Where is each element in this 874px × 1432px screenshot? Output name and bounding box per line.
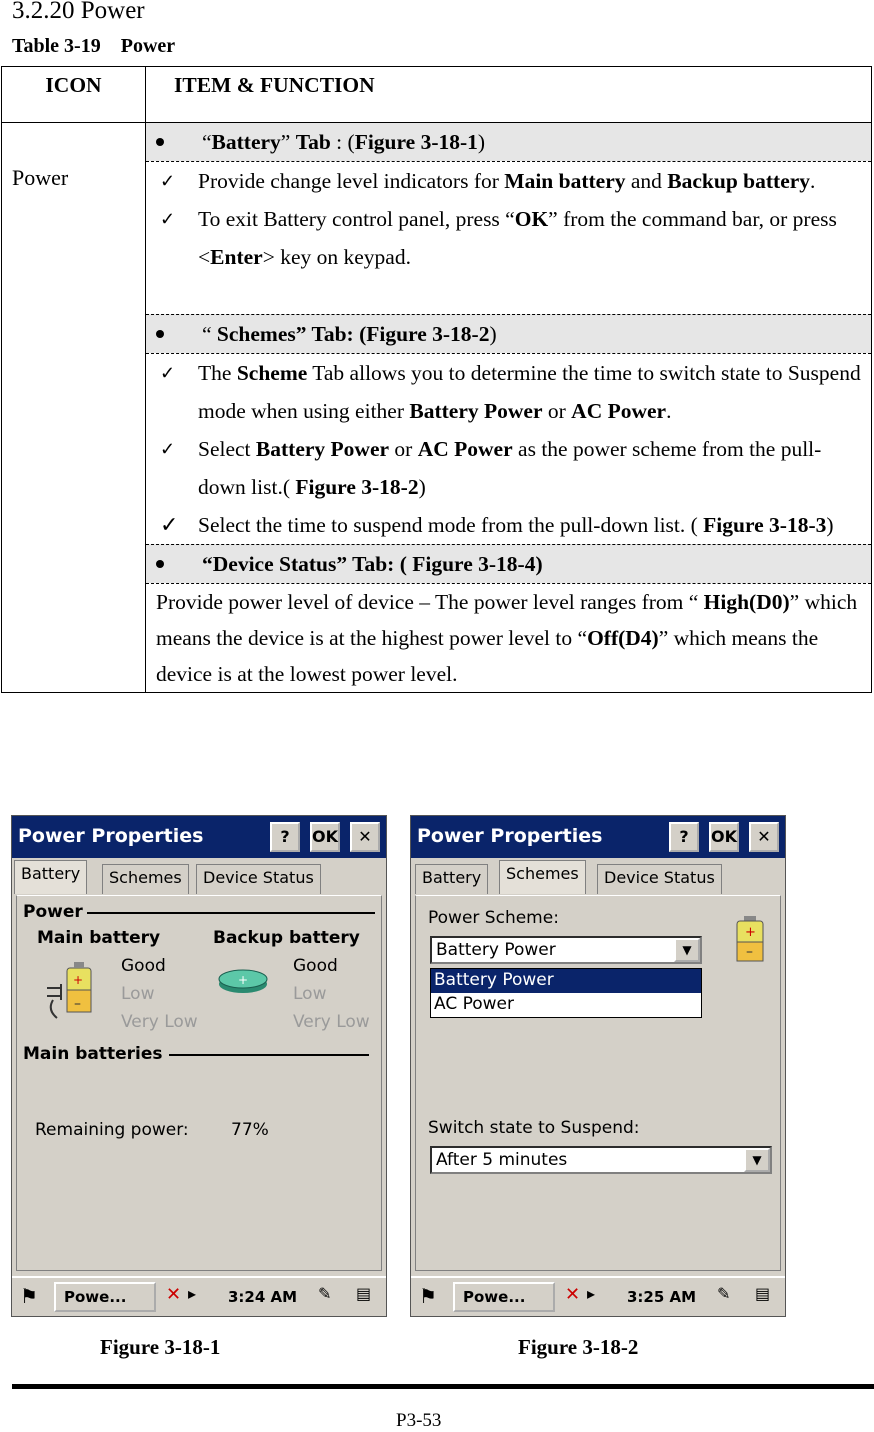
power-scheme-value: Battery Power [436, 940, 556, 960]
main-very-low: Very Low [121, 1012, 198, 1032]
table-header-row [2, 67, 872, 123]
desktop-icon[interactable]: ▤ [755, 1284, 771, 1303]
desktop-icon[interactable]: ▤ [356, 1284, 372, 1303]
power-scheme-select[interactable] [430, 936, 702, 964]
bullet-icon [156, 330, 164, 338]
main-low: Low [121, 984, 155, 1004]
svg-text:+: + [73, 973, 84, 987]
schemes-tab-heading: “ Schemes” Tab: (Figure 3-18-2) [146, 314, 871, 353]
backup-battery-label: Backup battery [213, 928, 360, 948]
list-item: ✓ The Scheme Tab allows you to determine the time to switch state to Suspend mode when using either Battery Power or AC Power. [146, 354, 871, 430]
check-icon: ✓ [160, 512, 179, 537]
tab-schemes[interactable]: Schemes [499, 860, 586, 894]
help-button[interactable]: ? [669, 822, 699, 852]
start-flag-icon[interactable]: ⚑ [419, 1284, 437, 1308]
function-cell [146, 123, 872, 693]
device-tab-heading: “Device Status” Tab: ( Figure 3-18-4) [146, 544, 871, 583]
figure-caption-1: Figure 3-18-1 [100, 1335, 221, 1359]
taskbar-button-power[interactable] [54, 1282, 156, 1312]
input-panel-icon[interactable]: ✎ [318, 1284, 332, 1303]
screenshot-battery-tab [11, 815, 387, 1317]
section-title: 3.2.20 Power [12, 0, 145, 24]
icon-cell-power: Power [2, 123, 146, 693]
divider [169, 1054, 369, 1056]
main-good: Good [121, 956, 166, 976]
title-bar [12, 816, 386, 858]
arrow-right-icon: ▸ [587, 1284, 596, 1303]
svg-text:+: + [238, 973, 249, 987]
ok-button[interactable]: OK [709, 822, 739, 852]
ok-button[interactable]: OK [310, 822, 340, 852]
device-tab-description: Provide power level of device – The power level ranges from “ High(D0)” which means the device is at the highest power level to “Off(D4)” which means the device is at the lowest power level. [146, 583, 871, 692]
screenshot-schemes-tab [410, 815, 786, 1317]
taskbar [411, 1276, 785, 1316]
group-main-batteries-label: Main batteries [23, 1044, 163, 1064]
tab-battery[interactable]: Battery [415, 864, 488, 894]
page-number: P3-53 [396, 1410, 442, 1431]
help-button[interactable]: ? [270, 822, 300, 852]
remaining-power-value: 77% [231, 1120, 269, 1140]
svg-text:–: – [74, 996, 81, 1012]
suspend-select[interactable] [430, 1146, 772, 1174]
svg-text:+: + [745, 925, 756, 940]
scheme-dropdown-list [430, 968, 702, 1018]
network-icon[interactable]: ✕ [166, 1284, 182, 1305]
footer-rule [12, 1384, 874, 1389]
battery-panel [16, 895, 382, 1271]
group-power-label: Power [23, 902, 83, 922]
title-bar [411, 816, 785, 858]
list-item: ✓ To exit Battery control panel, press “OK” from the command bar, or press <Enter> key on keypad. [146, 200, 871, 276]
start-flag-icon[interactable]: ⚑ [20, 1284, 38, 1308]
remaining-power-label: Remaining power: [35, 1120, 189, 1140]
power-table [1, 66, 872, 693]
list-item: ✓ Select the time to suspend mode from the pull-down list. ( Figure 3-18-3) [146, 506, 871, 544]
main-battery-label: Main battery [37, 928, 161, 948]
schemes-tab-items [146, 353, 871, 544]
chevron-down-icon[interactable]: ▼ [674, 938, 700, 962]
chevron-down-icon[interactable]: ▼ [744, 1148, 770, 1172]
close-button[interactable]: ✕ [350, 822, 380, 852]
backup-low: Low [293, 984, 327, 1004]
power-row [2, 123, 872, 693]
backup-good: Good [293, 956, 338, 976]
taskbar-button-power[interactable] [453, 1282, 555, 1312]
tab-device-status[interactable]: Device Status [196, 864, 321, 894]
tab-strip [12, 860, 386, 896]
close-button[interactable]: ✕ [749, 822, 779, 852]
battery-tab-items [146, 161, 871, 314]
power-scheme-label: Power Scheme: [428, 908, 559, 928]
check-icon: ✓ [160, 171, 176, 191]
backup-very-low: Very Low [293, 1012, 370, 1032]
option-battery-power[interactable]: Battery Power [431, 969, 701, 993]
arrow-right-icon: ▸ [188, 1284, 197, 1303]
taskbar [12, 1276, 386, 1316]
check-icon: ✓ [160, 363, 176, 383]
divider [87, 912, 375, 914]
check-icon: ✓ [160, 209, 176, 229]
battery-tab-heading: “Battery” Tab : (Figure 3-18-1) [146, 123, 871, 161]
check-icon: ✓ [160, 439, 176, 459]
bullet-icon [156, 560, 164, 568]
taskbar-button-label: Powe... [64, 1288, 127, 1306]
svg-text:–: – [746, 944, 753, 960]
window-title: Power Properties [18, 825, 204, 847]
header-icon: ICON [2, 67, 146, 123]
suspend-label: Switch state to Suspend: [428, 1118, 640, 1138]
battery-icon [734, 916, 766, 964]
network-icon[interactable]: ✕ [565, 1284, 581, 1305]
taskbar-button-label: Powe... [463, 1288, 526, 1306]
option-ac-power[interactable]: AC Power [434, 994, 515, 1014]
list-item: ✓ Provide change level indicators for Main battery and Backup battery. [146, 162, 871, 200]
bullet-icon [156, 138, 164, 146]
schemes-panel [415, 895, 781, 1271]
plug-battery-icon [43, 958, 99, 1022]
figure-caption-2: Figure 3-18-2 [518, 1335, 639, 1359]
tab-schemes[interactable]: Schemes [102, 864, 189, 894]
input-panel-icon[interactable]: ✎ [717, 1284, 731, 1303]
header-item-function: ITEM & FUNCTION [146, 67, 872, 123]
coin-battery-icon [217, 966, 269, 996]
table-caption: Table 3-19 Power [12, 35, 176, 57]
tab-device-status[interactable]: Device Status [597, 864, 722, 894]
clock[interactable]: 3:25 AM [627, 1288, 697, 1306]
tab-battery[interactable]: Battery [14, 860, 87, 894]
window-title: Power Properties [417, 825, 603, 847]
clock[interactable]: 3:24 AM [228, 1288, 298, 1306]
tab-strip [411, 860, 785, 896]
list-item: ✓ Select Battery Power or AC Power as the power scheme from the pull-down list.( Figure 3-18-2) [146, 430, 871, 506]
suspend-value: After 5 minutes [436, 1150, 568, 1170]
